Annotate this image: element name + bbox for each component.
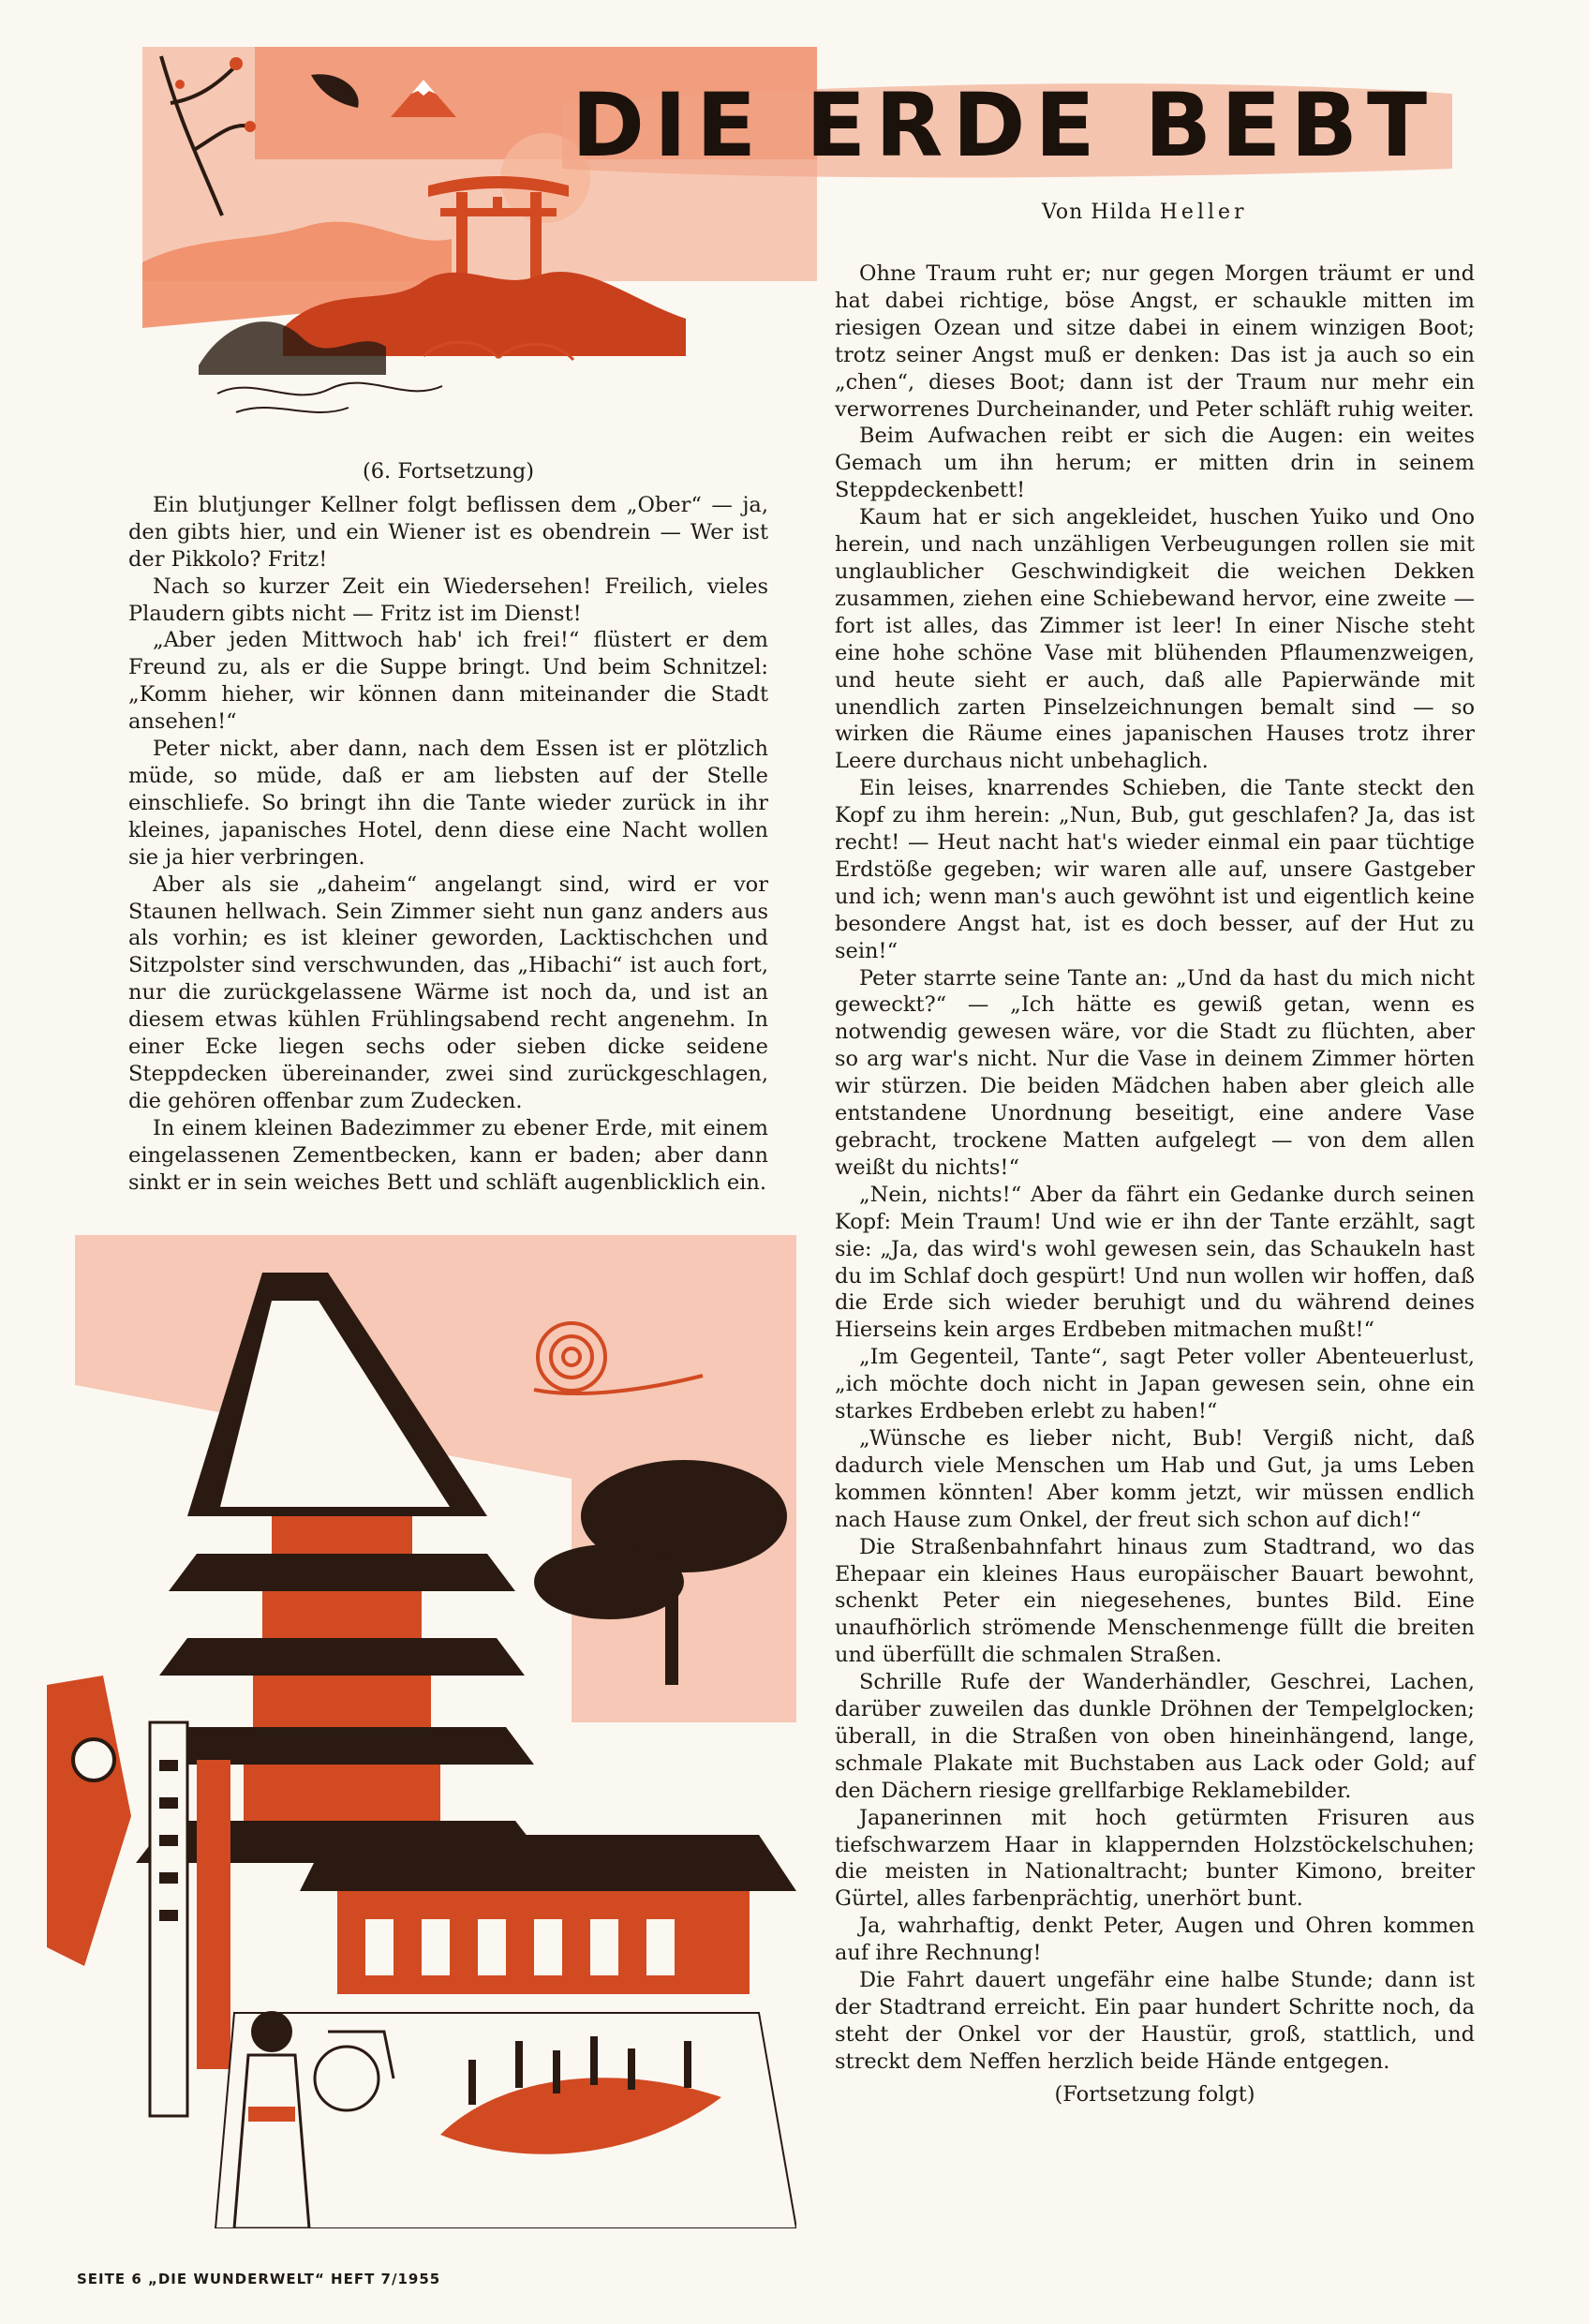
paragraph: Ohne Traum ruht er; nur gegen Morgen träumt er und hat dabei richtige, böse Angst, er schaukle mitten im riesigen Ozean und sitze dabei in einem winzigen Boot; trotz seiner Angst muß er denken: Das ist ja auch so ein „chen“, dieses Boot; dann ist der Traum nur mehr ein verworrenes Durcheinander, und Peter schläft ruhig weiter. bbox=[835, 261, 1475, 422]
paragraph: Beim Aufwachen reibt er sich die Augen: ein weites Gemach um ihn herum; er mitten drin in seinem Steppdeckenbett! bbox=[835, 424, 1475, 503]
paragraph: „Wünsche es lieber nicht, Bub! Vergiß nicht, daß dadurch viele Menschen um Hab und Gut, ja ums Leben kommen könnten! Aber komm jetzt, wir müssen endlich nach Hause zum Onkel, der freut sich schon auf dich!“ bbox=[835, 1425, 1475, 1532]
paragraph: Peter starrte seine Tante an: „Und da hast du mich nicht geweckt?“ — „Ich hätte es gewiß getan, wenn es notwendig gewesen wäre, vor die Stadt zu flüchten, aber so arg war's nicht. Nur die Vase in deinem Zimmer hörten wir stürzen. Die beiden Mädchen haben aber gleich alle entstandene Unordnung beseitigt, eine andere Vase gebracht, trockene Matten aufgelegt — von dem allen weißt du nichts!“ bbox=[835, 965, 1475, 1180]
paragraph: „Aber jeden Mittwoch hab' ich frei!“ flüstert er dem Freund zu, als er die Suppe bringt. Und beim Schnitzel: „Komm hieher, wir können dann miteinander die Stadt ansehen!“ bbox=[128, 628, 768, 735]
author-name: Heller bbox=[1159, 201, 1248, 224]
paragraph: Nach so kurzer Zeit ein Wiedersehen! Freilich, vieles Plaudern gibts nicht — Fritz ist im Dienst! bbox=[128, 574, 768, 626]
paragraph: Peter nickt, aber dann, nach dem Essen ist er plötzlich müde, so müde, daß er am liebsten auf der Stelle einschliefe. So bringt ihn die Tante wieder zurück in ihr kleines, japanisches Hotel, denn diese eine Nacht wollen sie ja hier verbringen. bbox=[128, 737, 768, 870]
left-column bbox=[128, 458, 768, 1196]
paragraph: Schrille Rufe der Wanderhändler, Geschrei, Lachen, darüber zuweilen das dunkle Dröhnen der Tempelglocken; überall, in die Straßen von oben hineinhängend, lange, schmale Plakate mit Buchstaben aus Lack oder Gold; auf den Dächern riesige grellfarbige Reklamebilder. bbox=[835, 1670, 1475, 1803]
paragraph: Aber als sie „daheim“ angelangt sind, wird er vor Staunen hellwach. Sein Zimmer sieht nun ganz anders aus als vorhin; es ist kleiner geworden, Lacktischchen und Sitzpolster sind verschwunden, das „Hibachi“ ist auch fort, nur die zurückgelassene Wärme ist noch da, und ist an diesem etwas kühlen Frühlingsabend recht angenehm. In einer Ecke liegen sechs oder sieben dicke seidene Steppdecken übereinander, zwei sind zurückgeschlagen, die gehören offenbar zum Zudecken. bbox=[128, 872, 768, 1113]
article-title: DIE ERDE BEBT bbox=[572, 75, 1437, 177]
paragraph: „Im Gegenteil, Tante“, sagt Peter voller Abenteuerlust, „ich möchte doch nicht in Japan gewesen sein, ohne ein starkes Erdbeben erlebt zu haben!“ bbox=[835, 1345, 1475, 1424]
paragraph: In einem kleinen Badezimmer zu ebener Erde, mit einem eingelassenen Zementbecken, kann er baden; aber dann sinkt er in sein weiches Bett und schläft augenblicklich ein. bbox=[128, 1115, 768, 1195]
paragraph: Ein leises, knarrendes Schieben, die Tante steckt den Kopf zu ihm herein: „Nun, Bub, gut geschlafen? Ja, das ist recht! — Heut nacht hat's wieder einmal ein paar tüchtige Erdstöße gegeben; wir waren alle auf, unsere Gastgeber und ich; wenn man's auch gewöhnt ist und eigentlich keine besondere Angst hat, ist es doch besser, auf der Hut zu sein!“ bbox=[835, 776, 1475, 963]
temple-hall-icon bbox=[300, 1835, 796, 1994]
paragraph: Japanerinnen mit hoch getürmten Frisuren aus tiefschwarzem Haar in klappernden Holzstöckelschuhen; die meisten in Nationaltracht; bunter Kimono, breiter Gürtel, alles farbenprächtig, unerhört bunt. bbox=[835, 1805, 1475, 1912]
temple-illustration bbox=[47, 1235, 796, 2228]
page-footer: SEITE 6 „DIE WUNDERWELT“ HEFT 7/1955 bbox=[77, 2271, 441, 2287]
paragraph: „Nein, nichts!“ Aber da fährt ein Gedanke durch seinen Kopf: Mein Traum! Und wie er ihn der Tante erzählt, sagt sie: „Ja, das wird's wohl gewesen sein, das Schaukeln hast du im Schlaf doch gespürt! Und nun wollen wir hoffen, daß die Erde sich wieder beruhigt und du während deines Hierseins kein arges Erdbeben mitmachen mußt!“ bbox=[835, 1182, 1475, 1343]
right-column bbox=[835, 261, 1475, 2108]
byline bbox=[1042, 201, 1248, 224]
paragraph: Kaum hat er sich angekleidet, huschen Yuiko und Ono herein, und nach unzähligen Verbeugungen rollen sie mit unglaublicher Geschwindigkeit die weichen Dekken zusammen, ziehen eine Schiebewand hervor, eine zweite — fort ist alles, das Zimmer ist leer! In einer Nische steht eine hohe schöne Vase mit blühenden Pflaumenzweigen, und heute sieht er auch, daß alle Papierwände mit unendlich zarten Pinselzeichnungen bemalt sind — so wirken die Räume eines japanischen Hauses trotz ihrer Leere durchaus nicht unbehaglich. bbox=[835, 505, 1475, 774]
continued-note: (Fortsetzung folgt) bbox=[1054, 2081, 1255, 2107]
paragraph: Ein blutjunger Kellner folgt beflissen dem „Ober“ — ja, den gibts hier, und ein Wiener ist es obendrein — Wer ist der Pikkolo? Fritz! bbox=[128, 492, 768, 572]
sequel-label: (6. Fortsetzung) bbox=[362, 459, 535, 484]
paragraph: Die Fahrt dauert ungefähr eine halbe Stunde; dann ist der Stadtrand erreicht. Ein paar hundert Schritte noch, da steht der Onkel vor der Haustür, groß, stattlich, und streckt dem Neffen herzlich beide Hände entgegen. bbox=[835, 1968, 1475, 2074]
paragraph: Die Straßenbahnfahrt hinaus zum Stadtrand, wo das Ehepaar ein kleines Haus europäischer Bauart bewohnt, schenkt Peter ein niegesehenes, buntes Bild. Eine unaufhörlich strömende Menschenmenge füllt die breiten und überfüllt die schmalen Straßen. bbox=[835, 1534, 1475, 1668]
byline-prefix: Von Hilda bbox=[1042, 201, 1152, 224]
paragraph: Ja, wahrhaftig, denkt Peter, Augen und Ohren kommen auf ihre Rechnung! bbox=[835, 1914, 1475, 1966]
